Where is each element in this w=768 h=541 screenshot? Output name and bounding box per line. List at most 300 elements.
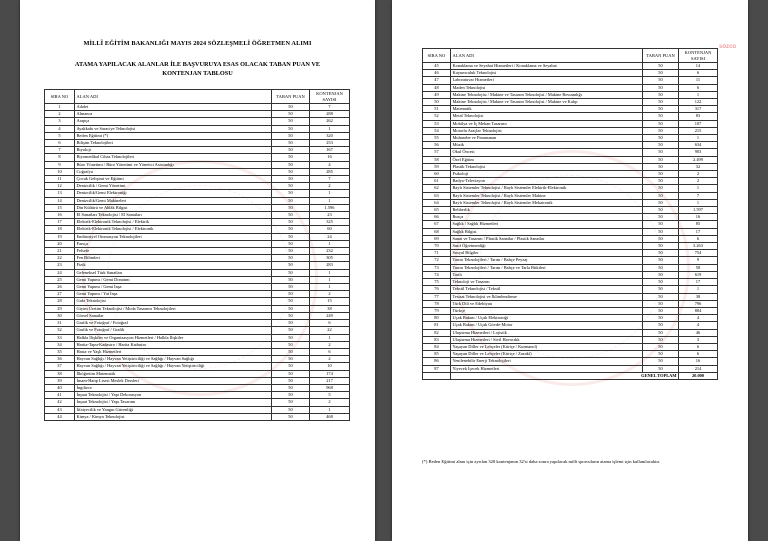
row-alan: Rehberlik (451, 207, 643, 214)
row-alan: Türkçe (451, 307, 643, 314)
row-sira: 84 (423, 343, 451, 350)
row-taban: 50 (643, 99, 679, 106)
row-sira: 16 (45, 212, 75, 219)
row-kontenjan: 17 (679, 279, 718, 286)
table-row (423, 178, 718, 185)
row-taban: 50 (272, 176, 310, 183)
row-alan: İnşaat Teknolojisi / Yapı Dekorasyon (75, 392, 272, 399)
row-taban: 50 (272, 399, 310, 406)
document-page-2 (392, 0, 748, 541)
table-row (423, 63, 718, 70)
row-taban: 50 (643, 192, 679, 199)
row-alan: Ulaştırma Hizmetleri / Lojistik (451, 329, 643, 336)
row-taban: 50 (643, 235, 679, 242)
row-alan: Gıda Teknolojisi (75, 298, 272, 305)
corner-logo: sözcü (718, 44, 736, 50)
table-row (45, 276, 350, 283)
row-taban: 50 (643, 243, 679, 250)
table-row (423, 214, 718, 221)
row-taban: 50 (643, 221, 679, 228)
row-alan: Arapça (75, 118, 272, 125)
quota-table-part-1 (44, 89, 350, 421)
row-taban: 50 (643, 77, 679, 84)
row-taban: 50 (643, 113, 679, 120)
row-kontenjan: 6 (679, 70, 718, 77)
header-kontenjan: KONTENJAN SAYISI (310, 90, 350, 104)
row-kontenjan: 2 (310, 399, 350, 406)
row-kontenjan: 2 (310, 183, 350, 190)
row-alan: Sanat ve Tasarım / Plastik Sanatlar / Plastik Sanatlar (451, 235, 643, 242)
row-kontenjan: 1 (310, 269, 350, 276)
row-alan: İlköğretim Matematik (75, 370, 272, 377)
row-kontenjan: 6 (679, 351, 718, 358)
row-kontenjan: 16 (679, 214, 718, 221)
row-kontenjan: 968 (310, 384, 350, 391)
row-kontenjan: 1 (679, 91, 718, 98)
row-alan: Tekstil Teknolojisi / Tekstil (451, 286, 643, 293)
row-kontenjan: 85 (679, 221, 718, 228)
row-taban: 50 (643, 149, 679, 156)
row-kontenjan: 262 (310, 118, 350, 125)
row-alan: Sosyal Bilgiler (451, 250, 643, 257)
table-row (45, 233, 350, 240)
row-sira: 43 (45, 406, 75, 413)
header-sira: SIRA NO (45, 90, 75, 104)
row-sira: 60 (423, 171, 451, 178)
row-sira: 7 (45, 147, 75, 154)
row-alan: Giyim Üretim Teknolojisi / Moda Tasarımı Teknolojileri (75, 305, 272, 312)
row-alan: Özel Eğitim (451, 156, 643, 163)
row-sira: 51 (423, 106, 451, 113)
row-kontenjan: 468 (310, 413, 350, 420)
table-row (423, 322, 718, 329)
row-alan: Uçak Bakım / Uçak Gövde-Motor (451, 322, 643, 329)
row-kontenjan: 24 (310, 233, 350, 240)
table-row (423, 358, 718, 365)
row-kontenjan: 83 (679, 113, 718, 120)
table-row (45, 392, 350, 399)
row-alan: Muhasebe ve Finansman (451, 135, 643, 142)
row-kontenjan: 174 (310, 370, 350, 377)
row-taban: 50 (272, 356, 310, 363)
table-row (423, 351, 718, 358)
row-kontenjan: 9 (679, 257, 718, 264)
row-kontenjan: 167 (310, 147, 350, 154)
table-row (423, 77, 718, 84)
row-kontenjan: 10 (310, 363, 350, 370)
row-kontenjan: 1 (310, 334, 350, 341)
row-sira: 35 (45, 348, 75, 355)
row-taban: 50 (643, 199, 679, 206)
total-row (423, 372, 718, 379)
row-alan: Çocuk Gelişimi ve Eğitimi (75, 176, 272, 183)
row-taban: 50 (272, 240, 310, 247)
row-alan: Raylı Sistemler Teknolojisi / Raylı Sistemler Elektrik-Elektronik (451, 185, 643, 192)
row-alan: Grafik ve Fotoğraf / Fotoğraf (75, 320, 272, 327)
row-alan: Elektrik-Elektronik Teknolojisi / Elektrik (75, 219, 272, 226)
row-sira: 26 (45, 284, 75, 291)
table-row (423, 99, 718, 106)
row-taban: 50 (272, 291, 310, 298)
table-row (423, 70, 718, 77)
table-row (45, 104, 350, 111)
row-alan: Uçak Bakım / Uçak Elektroniği (451, 315, 643, 322)
row-sira: 2 (45, 111, 75, 118)
table-row (423, 199, 718, 206)
table-row (423, 264, 718, 271)
subtitle-line-2: KONTENJAN TABLOSU (162, 70, 233, 77)
row-sira: 40 (45, 384, 75, 391)
row-sira: 58 (423, 156, 451, 163)
row-taban: 50 (643, 120, 679, 127)
row-taban: 50 (272, 269, 310, 276)
row-sira: 45 (423, 63, 451, 70)
row-sira: 74 (423, 271, 451, 278)
row-sira: 27 (45, 291, 75, 298)
row-kontenjan: 285 (310, 168, 350, 175)
row-sira: 13 (45, 190, 75, 197)
table-row (45, 269, 350, 276)
table-row (45, 320, 350, 327)
table-row (45, 125, 350, 132)
row-sira: 46 (423, 70, 451, 77)
row-taban: 50 (272, 190, 310, 197)
row-taban: 50 (643, 257, 679, 264)
table-row (423, 163, 718, 170)
row-alan: Geleneksel Türk Sanatları (75, 269, 272, 276)
row-sira: 4 (45, 125, 75, 132)
row-alan: Denizcilik/Gemi Elektroniği (75, 190, 272, 197)
quota-table-part-2 (422, 48, 718, 380)
table-row (423, 91, 718, 98)
table-row (45, 305, 350, 312)
row-taban: 50 (643, 264, 679, 271)
row-alan: Biyoloji (75, 147, 272, 154)
row-taban: 50 (643, 106, 679, 113)
row-taban: 50 (272, 298, 310, 305)
row-sira: 61 (423, 178, 451, 185)
row-kontenjan: 2 (679, 178, 718, 185)
table-row (423, 300, 718, 307)
document-title: MİLLÎ EĞİTİM BAKANLIĞI MAYIS 2024 SÖZLEŞMELİ ÖĞRETMEN ALIMI (83, 40, 312, 47)
row-kontenjan: 38 (310, 305, 350, 312)
row-taban: 50 (643, 228, 679, 235)
row-alan: Endüstriyel Otomasyon Teknolojileri (75, 233, 272, 240)
row-kontenjan: 217 (310, 377, 350, 384)
row-alan: Beden Eğitimi (*) (75, 132, 272, 139)
row-alan: Hayvan Sağlığı / Hayvan Yetiştiriciliği ve Sağlığı / Hayvan Yetiştiriciliği (75, 363, 272, 370)
row-taban: 50 (272, 125, 310, 132)
row-sira: 49 (423, 91, 451, 98)
row-taban: 50 (643, 70, 679, 77)
row-sira: 28 (45, 298, 75, 305)
row-alan: Raylı Sistemler Teknolojisi / Raylı Sistemler Mekatronik (451, 199, 643, 206)
row-kontenjan: 3.263 (679, 243, 718, 250)
table-row (45, 370, 350, 377)
row-taban: 50 (272, 312, 310, 319)
row-sira: 44 (45, 413, 75, 420)
row-taban: 50 (643, 315, 679, 322)
row-kontenjan: 1 (679, 185, 718, 192)
row-kontenjan: 796 (679, 300, 718, 307)
row-alan: Felsefe (75, 248, 272, 255)
row-alan: Matematik (451, 106, 643, 113)
row-kontenjan: 288 (310, 111, 350, 118)
row-sira: 20 (45, 240, 75, 247)
header-taban: TABAN PUAN (272, 90, 310, 104)
row-taban: 50 (272, 147, 310, 154)
row-kontenjan: 1 (679, 199, 718, 206)
row-alan: Raylı Sistemler Teknolojisi / Raylı Sistemler Makine (451, 192, 643, 199)
row-alan: Biyomedikal Cihaz Teknolojileri (75, 154, 272, 161)
row-kontenjan: 6 (679, 343, 718, 350)
header-alan: ALAN ADI (451, 49, 643, 63)
row-alan: Sağlık Bilgisi (451, 228, 643, 235)
row-taban: 50 (643, 293, 679, 300)
row-taban: 50 (272, 392, 310, 399)
row-alan: Rusça (451, 214, 643, 221)
row-kontenjan: 1.596 (310, 204, 350, 211)
row-sira: 59 (423, 163, 451, 170)
row-sira: 42 (45, 399, 75, 406)
row-alan: Din Kültürü ve Ahlâk Bilgisi (75, 204, 272, 211)
row-kontenjan: 634 (679, 142, 718, 149)
row-taban: 50 (272, 132, 310, 139)
table-row (423, 127, 718, 134)
row-sira: 9 (45, 161, 75, 168)
row-kontenjan: 305 (310, 255, 350, 262)
row-sira: 75 (423, 279, 451, 286)
row-taban: 50 (272, 197, 310, 204)
header-kontenjan: KONTENJAN SAYISI (679, 49, 718, 63)
row-taban: 50 (272, 262, 310, 269)
row-alan: Sağlık / Sağlık Hizmetleri (451, 221, 643, 228)
row-sira: 22 (45, 255, 75, 262)
row-taban: 50 (643, 142, 679, 149)
row-alan: Yaşayan Diller ve Lehçeler (Kürtçe / Zazakî) (451, 351, 643, 358)
row-alan: Denizcilik/Gemi Makineleri (75, 197, 272, 204)
row-sira: 69 (423, 235, 451, 242)
row-kontenjan: 1 (310, 240, 350, 247)
row-alan: Türk Dili ve Edebiyatı (451, 300, 643, 307)
row-alan: Kimya / Kimya Teknolojisi (75, 413, 272, 420)
row-taban: 50 (643, 329, 679, 336)
table-row (45, 118, 350, 125)
table-row (423, 365, 718, 372)
row-sira: 68 (423, 228, 451, 235)
row-sira: 64 (423, 199, 451, 206)
row-taban: 50 (272, 377, 310, 384)
row-sira: 86 (423, 358, 451, 365)
row-alan: Ayakkabı ve Saraciye Teknolojisi (75, 125, 272, 132)
row-taban: 50 (272, 284, 310, 291)
table-row (423, 235, 718, 242)
row-kontenjan: 214 (679, 365, 718, 372)
row-taban: 50 (272, 305, 310, 312)
table-row (423, 243, 718, 250)
row-alan: İngilizce (75, 384, 272, 391)
row-kontenjan: 4 (679, 315, 718, 322)
row-sira: 8 (45, 154, 75, 161)
row-sira: 85 (423, 351, 451, 358)
table-row (45, 377, 350, 384)
row-sira: 34 (45, 341, 75, 348)
row-kontenjan: 1 (679, 135, 718, 142)
row-sira: 53 (423, 120, 451, 127)
row-taban: 50 (643, 300, 679, 307)
row-alan: Almanca (75, 111, 272, 118)
row-kontenjan: 17 (679, 228, 718, 235)
table-row (423, 286, 718, 293)
row-kontenjan: 122 (679, 99, 718, 106)
table-row (45, 262, 350, 269)
row-taban: 50 (272, 341, 310, 348)
row-taban: 50 (643, 279, 679, 286)
row-alan: Coğrafya (75, 168, 272, 175)
row-kontenjan: 1 (310, 276, 350, 283)
table-row (45, 363, 350, 370)
row-alan: İnşaat Teknolojisi / Yapı Tasarımı (75, 399, 272, 406)
row-kontenjan: 4 (679, 322, 718, 329)
table-row (423, 135, 718, 142)
row-alan: Hasta ve Yaşlı Hizmetleri (75, 348, 272, 355)
table-row (423, 171, 718, 178)
row-alan: Tarım Teknolojileri / Tarım / Bahçe ve Tarla Bitkileri (451, 264, 643, 271)
table-row (45, 406, 350, 413)
row-kontenjan: 1 (679, 286, 718, 293)
row-sira: 48 (423, 84, 451, 91)
row-taban: 50 (643, 91, 679, 98)
row-sira: 5 (45, 132, 75, 139)
row-sira: 70 (423, 243, 451, 250)
row-kontenjan: 14 (679, 63, 718, 70)
row-kontenjan: 325 (310, 219, 350, 226)
row-sira: 81 (423, 322, 451, 329)
header-alan: ALAN ADI (75, 90, 272, 104)
row-alan: Fizik (75, 262, 272, 269)
row-kontenjan: 4 (310, 161, 350, 168)
row-sira: 39 (45, 377, 75, 384)
row-sira: 78 (423, 300, 451, 307)
row-kontenjan: 320 (310, 132, 350, 139)
row-alan: Yaşayan Diller ve Lehçeler (Kürtçe / Kurmancî) (451, 343, 643, 350)
row-alan: Grafik ve Fotoğraf / Grafik (75, 327, 272, 334)
table-row (45, 291, 350, 298)
table-row (45, 298, 350, 305)
table-row (45, 147, 350, 154)
row-kontenjan: 7 (310, 104, 350, 111)
row-taban: 50 (272, 161, 310, 168)
row-taban: 50 (643, 185, 679, 192)
header-taban: TABAN PUAN (643, 49, 679, 63)
row-kontenjan: 58 (679, 264, 718, 271)
row-alan: Tesisat Teknolojisi ve İklimlendirme (451, 293, 643, 300)
row-alan: Elektrik-Elektronik Teknolojisi / Elektronik (75, 226, 272, 233)
row-sira: 47 (423, 77, 451, 84)
table-row (423, 156, 718, 163)
table-row (423, 207, 718, 214)
row-kontenjan: 2.499 (679, 156, 718, 163)
row-taban: 50 (643, 156, 679, 163)
row-taban: 50 (643, 336, 679, 343)
row-taban: 50 (643, 286, 679, 293)
row-taban: 50 (272, 363, 310, 370)
footnote: (*) Beden Eğitimi alanı için ayrılan 320 kontenjanın 32'si daha sonra yapılacak milli sporcuların atama işlemi için kullanılacaktır. (422, 459, 661, 464)
row-alan: Tarım Teknolojileri / Tarım / Bahçe Peyzaj (451, 257, 643, 264)
table-row (423, 228, 718, 235)
table-row (423, 315, 718, 322)
row-kontenjan: 22 (310, 327, 350, 334)
row-sira: 52 (423, 113, 451, 120)
row-kontenjan: 283 (310, 262, 350, 269)
row-sira: 33 (45, 334, 75, 341)
row-sira: 66 (423, 214, 451, 221)
row-alan: Konaklama ve Seyahat Hizmetleri / Konaklama ve Seyahat (451, 63, 643, 70)
row-sira: 62 (423, 185, 451, 192)
row-alan: Büro Yönetimi / Büro Yönetimi ve Yönetici Asistanlığı (75, 161, 272, 168)
row-alan: İmam-Hatip Lisesi Meslek Dersleri (75, 377, 272, 384)
table-row (423, 343, 718, 350)
table-row (45, 219, 350, 226)
row-taban: 50 (272, 233, 310, 240)
row-taban: 50 (272, 226, 310, 233)
row-kontenjan: 11 (679, 77, 718, 84)
row-kontenjan: 2 (310, 291, 350, 298)
table-row (45, 226, 350, 233)
document-page-1 (20, 0, 375, 541)
row-kontenjan: 2 (679, 171, 718, 178)
row-alan: Denizcilik / Gemi Yönetimi (75, 183, 272, 190)
table-row (423, 192, 718, 199)
row-sira: 76 (423, 286, 451, 293)
row-alan: Hayvan Sağlığı / Hayvan Yetiştiriciliği ve Sağlığı / Hayvan Sağlığı (75, 356, 272, 363)
total-label: GENEL TOPLAM (451, 372, 679, 379)
row-taban: 50 (643, 343, 679, 350)
row-alan: Yenilenebilir Enerji Teknolojileri (451, 358, 643, 365)
row-kontenjan: 804 (679, 307, 718, 314)
row-sira: 41 (45, 392, 75, 399)
row-alan: Halkla İlişkiler ve Organizasyon Hizmetleri / Halkla İlişkiler (75, 334, 272, 341)
table-row (45, 312, 350, 319)
row-taban: 50 (272, 334, 310, 341)
table-row (423, 84, 718, 91)
table-row (45, 183, 350, 190)
row-sira: 65 (423, 207, 451, 214)
row-sira: 3 (45, 118, 75, 125)
row-alan: Farsça (75, 240, 272, 247)
table-row (423, 185, 718, 192)
row-alan: Gemi Yapımı / Yat İnşa (75, 291, 272, 298)
total-value: 20.000 (679, 372, 718, 379)
table-row (45, 240, 350, 247)
table-row (45, 248, 350, 255)
row-alan: Gemi Yapımı / Gemi Donatım (75, 276, 272, 283)
row-alan: Bilişim Teknolojileri (75, 140, 272, 147)
row-taban: 50 (272, 248, 310, 255)
row-taban: 50 (272, 118, 310, 125)
row-sira: 32 (45, 327, 75, 334)
row-sira: 15 (45, 204, 75, 211)
row-sira: 29 (45, 305, 75, 312)
row-alan: Tarih (451, 271, 643, 278)
row-alan: El Sanatları Teknolojisi / El Sanatları (75, 212, 272, 219)
row-sira: 55 (423, 135, 451, 142)
row-alan: Teknoloji ve Tasarım (451, 279, 643, 286)
row-taban: 50 (272, 406, 310, 413)
table-row (45, 348, 350, 355)
table-row (45, 140, 350, 147)
document-subtitle (20, 60, 375, 78)
